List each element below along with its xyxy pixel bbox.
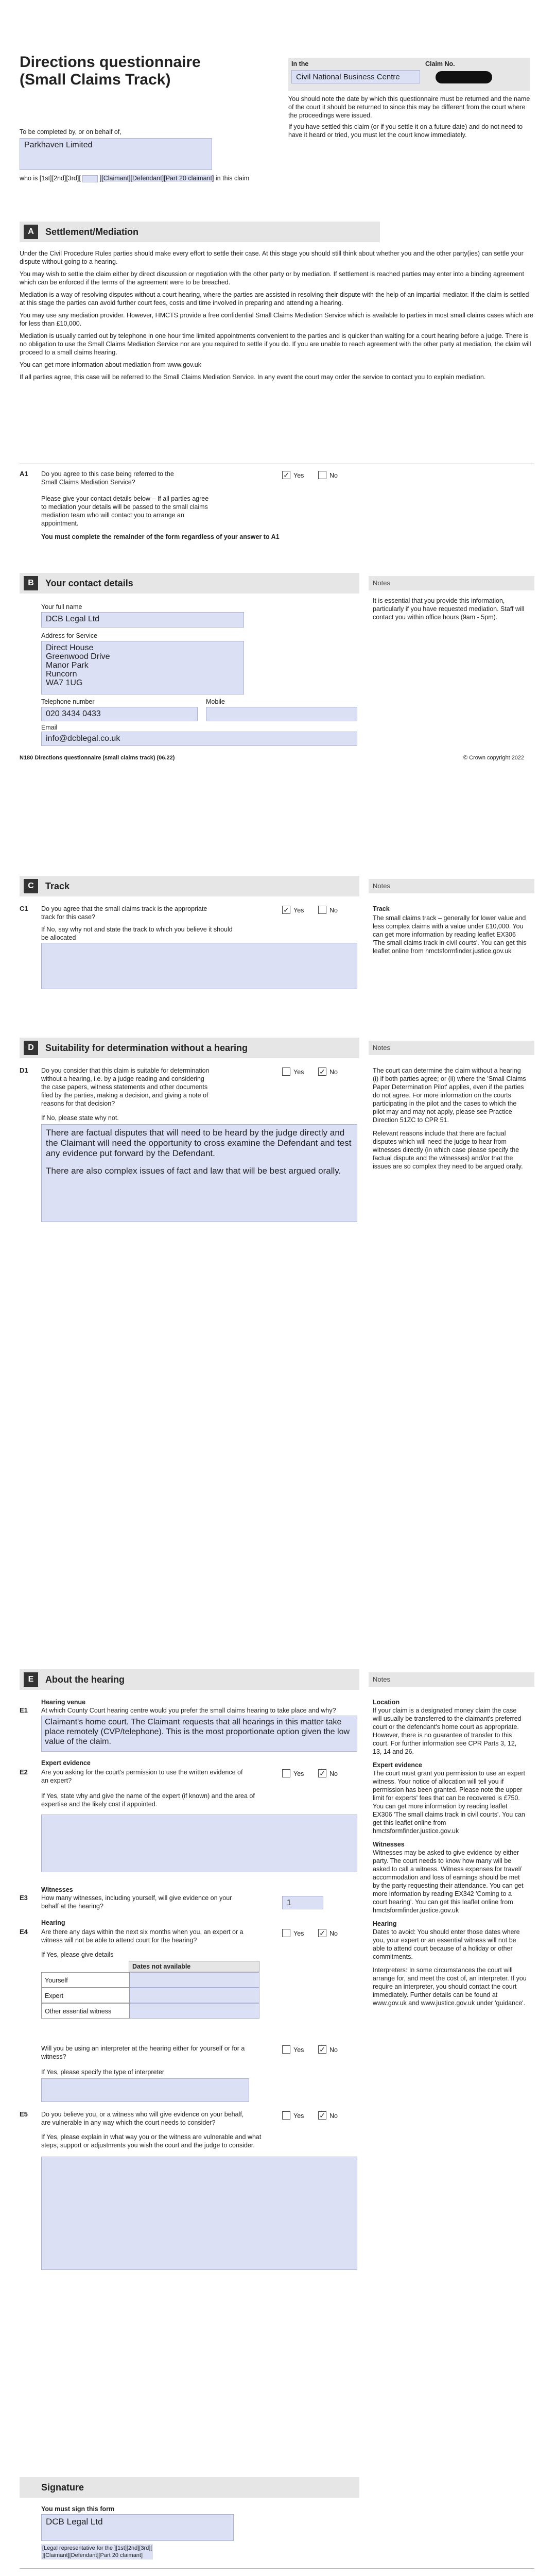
e5-followup: If Yes, please explain in what way you or the witness are vulnerable and what steps, support or adjustments you wish the court and the judge to consider.	[41, 2133, 262, 2149]
notes-header: Notes	[369, 879, 534, 893]
signature-header	[20, 2477, 359, 2498]
section-b-title: Your contact details	[45, 578, 133, 588]
interpreter-no-label: No	[329, 2046, 338, 2054]
question-e3-text: How many witnesses, including yourself, will give evidence on your behalf at the hearing?	[41, 1894, 232, 1910]
full-name-field[interactable]: DCB Legal Ltd	[41, 612, 244, 628]
a1-note: Please give your contact details below – If all parties agree to mediation your details will be passed to the small claims mediation team who will contact you to arrange an appointment.	[41, 495, 209, 527]
question-e2-number: E2	[20, 1768, 28, 1776]
claim-no-label: Claim No.	[425, 60, 455, 67]
deadline-note: You should note the date by which this questionnaire must be returned and the name of the court it should be returned to since this may be different from the court where the proceedings were issued. If you have settled this claim (or if you settle it on a future date) and do not need to have it heard or tried, you must let the court know immediately.	[288, 95, 530, 139]
hearing-venue-label: Hearing venue	[41, 1699, 86, 1706]
hearing-label: Hearing	[41, 1919, 65, 1926]
interpreter-question: Will you be using an interpreter at the hearing either for yourself or for a witness?	[41, 2045, 245, 2060]
a1-no-label: No	[329, 472, 338, 479]
dates-row-label: Expert	[41, 1988, 130, 2003]
dates-witness-field[interactable]	[130, 2003, 259, 2019]
question-d1-number: D1	[20, 1066, 28, 1074]
a1-yes-checkbox[interactable]: ✓	[282, 471, 290, 479]
email-label: Email	[41, 724, 58, 731]
notes-header: Notes	[369, 576, 534, 590]
dates-row-label: Yourself	[41, 1972, 130, 1988]
e2-followup: If Yes, state why and give the name of the expert (if known) and the area of expertise and the likely cost if appointed.	[41, 1792, 255, 1808]
interpreter-yes-checkbox[interactable]	[282, 2045, 290, 2054]
c1-no-checkbox[interactable]	[318, 906, 326, 914]
question-c1-text: Do you agree that the small claims track is the appropriate track for this case?	[41, 905, 207, 921]
must-sign-label: You must sign this form	[41, 2505, 115, 2513]
section-d-header	[20, 1038, 359, 1058]
e4-no-checkbox[interactable]: ✓	[318, 1929, 326, 1937]
dates-table	[41, 1961, 259, 2019]
e4-no-label: No	[329, 1930, 338, 1937]
section-c-number: C	[24, 879, 38, 893]
track-note-title: Track	[373, 905, 390, 912]
question-e4-text: Are there any days within the next six months when you, an expert or a witness will not be able to attend court for the hearing?	[41, 1928, 244, 1944]
court-box	[288, 58, 530, 91]
section-a-header	[20, 222, 380, 242]
signature-field[interactable]: DCB Legal Ltd	[41, 2514, 234, 2541]
e2-no-checkbox[interactable]: ✓	[318, 1769, 326, 1777]
form-reference: N180 Directions questionnaire (small claims track) (06.22)	[20, 755, 175, 761]
section-a-number: A	[24, 225, 38, 239]
claim-number-redacted	[436, 71, 492, 83]
interpreter-no-checkbox[interactable]: ✓	[318, 2045, 326, 2054]
c1-no-label: No	[329, 907, 338, 914]
address-label: Address for Service	[41, 632, 98, 639]
completed-by-label: To be completed by, or on behalf of,	[20, 128, 121, 135]
question-e4-number: E4	[20, 1928, 28, 1936]
court-name-field[interactable]: Civil National Business Centre	[291, 70, 420, 83]
question-e1-text: At which County Court hearing centre would you prefer the small claims hearing to take place and why?	[41, 1707, 336, 1714]
e4-followup: If Yes, please give details	[41, 1951, 114, 1958]
telephone-label: Telephone number	[41, 698, 95, 705]
c1-followup: If No, say why not and state the track to which you believe it should be allocated	[41, 926, 233, 941]
divider	[20, 2568, 534, 2569]
c1-answer-field[interactable]	[41, 943, 357, 989]
section-e-title: About the hearing	[45, 1674, 125, 1685]
section-e-header	[20, 1669, 359, 1690]
question-e2-text: Are you asking for the court's permission to use the written evidence of an expert?	[41, 1769, 243, 1784]
determination-note: The court can determine the claim without a hearing (i) if both parties agree; or (ii) where the 'Small Claims Paper Determination Pilot' applies, even if the parties do not agree. For more information on the courts participating in the pilot and the cases to which the pilot may and may not apply, please see Practice Direction 51ZC to CPR 51. Relevant reasons include that there are factual disputes which will need the judge to hear from witnesses directly (in which case please specify the factual dispute and the witnesses) and/or that the issues are so complex they need to be argued orally.	[373, 1067, 526, 1170]
question-e1-number: E1	[20, 1706, 28, 1714]
dates-yourself-field[interactable]	[130, 1972, 259, 1988]
mobile-field[interactable]	[206, 707, 357, 721]
section-d-number: D	[24, 1041, 38, 1055]
question-d1-text: Do you consider that this claim is suitable for determination without a hearing, i.e. by a judge reading and considering the case papers, witness statements and other documents filed by the parties, making a decision, and giving a note of reasons for that decision?	[41, 1067, 210, 1107]
e2-yes-checkbox[interactable]	[282, 1769, 290, 1777]
track-note: The small claims track – generally for lower value and less complex claims with a value under £10,000. You can get more information by reading leaflet EX306 'The small claims track in civil courts'. You can get this leaflet online from hmctsformfinder.justice.gov.uk	[373, 914, 527, 955]
full-name-label: Your full name	[41, 603, 82, 611]
section-c-title: Track	[45, 881, 70, 891]
copyright: © Crown copyright 2022	[463, 755, 525, 761]
e2-answer-field[interactable]	[41, 1815, 357, 1872]
section-e-number: E	[24, 1672, 38, 1687]
e5-answer-field[interactable]	[41, 2157, 357, 2270]
section-d-title: Suitability for determination without a hearing	[45, 1043, 248, 1053]
telephone-field[interactable]: 020 3434 0433	[41, 707, 198, 721]
interpreter-followup: If Yes, please specify the type of interpreter	[41, 2069, 165, 2076]
e4-yes-checkbox[interactable]	[282, 1929, 290, 1937]
notes-header: Notes	[369, 1041, 534, 1055]
representative-line: [Legal representative for the ][1st][2nd][3rd][ ][Claimant][Defendant][Part 20 claimant]	[42, 2545, 152, 2558]
question-a1-text: Do you agree to this case being referred to the Small Claims Mediation Service?	[41, 470, 174, 486]
a1-no-checkbox[interactable]	[318, 471, 326, 479]
page-break	[0, 765, 556, 826]
question-e5-number: E5	[20, 2110, 28, 2118]
mobile-label: Mobile	[206, 698, 225, 705]
d1-followup: If No, please state why not.	[41, 1114, 119, 1122]
page-1	[0, 0, 556, 747]
d1-answer-field[interactable]: There are factual disputes that will need to be heard by the judge directly and the Claimant will need the opportunity to cross examine the Defendant and test any evidence put forward by the Defendant. There are also complex issues of fact and law that will be best argued orally.	[41, 1124, 357, 1222]
e2-no-label: No	[329, 1770, 338, 1777]
e5-no-checkbox[interactable]: ✓	[318, 2111, 326, 2120]
notes-header: Notes	[369, 1672, 534, 1687]
e1-answer-field[interactable]: Claimant's home court. The Claimant requests that all hearings in this matter take place remotely (CVP/telephone). This is the most proportionate option given the low value of the claim.	[41, 1716, 357, 1752]
section-b-header	[20, 573, 359, 594]
c1-yes-checkbox[interactable]: ✓	[282, 906, 290, 914]
section-c-header	[20, 876, 359, 896]
interpreter-field[interactable]	[41, 2078, 249, 2102]
d1-no-label: No	[329, 1069, 338, 1076]
e5-yes-label: Yes	[293, 2112, 304, 2120]
address-field[interactable]: Direct House Greenwood Drive Manor Park Runcorn WA7 1UG	[41, 641, 244, 694]
dates-column-header: Dates not available	[129, 1961, 259, 1972]
section-a-title: Settlement/Mediation	[45, 227, 139, 237]
party-name-field[interactable]: Parkhaven Limited	[20, 138, 212, 170]
page-title: Directions questionnaire (Small Claims Track)	[20, 54, 201, 88]
question-a1-number: A1	[20, 470, 28, 478]
email-field[interactable]: info@dcblegal.co.uk	[41, 732, 357, 746]
e5-yes-checkbox[interactable]	[282, 2111, 290, 2120]
e4-yes-label: Yes	[293, 1930, 304, 1937]
expert-evidence-label: Expert evidence	[41, 1759, 91, 1767]
must-complete-note: You must complete the remainder of the form regardless of your answer to A1	[41, 533, 280, 540]
who-is-line: who is [1st][2nd][3rd][ ][Claimant][Defendant][Part 20 claimant] in this claim	[20, 175, 250, 182]
a1-yes-label: Yes	[293, 472, 304, 479]
interpreter-yes-label: Yes	[293, 2046, 304, 2054]
mediation-info: Under the Civil Procedure Rules parties should make every effort to settle their case. At this stage you should still think about whether you and the other party(ies) can settle your dispute without going to a hearing. You may wish to settle the claim either by direct discussion or negotiation with the other party or by mediation. If settlement is reached parties may enter into a binding agreement which can be enforced if the terms of the agreement were to be breached. Mediation is a way of resolving disputes without a court hearing, where the parties are assisted in resolving their dispute with the help of an impartial mediator. If the claim is settled at this stage the parties can avoid further court fees, costs and time involved in preparing and attending a hearing. You may use any mediation provider. However, HMCTS provide a free confidential Small Claims Mediation Service which is available to parties in most small claims cases which are for less than £10,000. Mediation is usually carried out by telephone in one hour time limited appointments convenient to the parties and is quicker than waiting for a court hearing before a judge. There is no obligation to use the Small Claims Mediation Service nor are you required to settle if you do. If you are unable to reach agreement with the other party at mediation, the claim will proceed to a small claims hearing. You can get more information about mediation from www.gov.uk If all parties agree, this case will be referred to the Small Claims Mediation Service. In any event the court may order the service to contact you to explain mediation.	[20, 250, 533, 381]
signature-title: Signature	[41, 2482, 84, 2493]
question-c1-number: C1	[20, 905, 28, 912]
hearing-notes: Location If your claim is a designated money claim the case will usually be transferred to the claimant's preferred court or the defendant's home court as appropriate. However, there is no guarantee of transfer to this court. For further information see CPR Parts 3, 12, 13, 14 and 26. Expert evidence The court must grant you permission to use an expert witness. Your notice of allocation will tell you if permission has been granted. Please note the upper limit for experts' fees that can be recovered is £750. You can get more information by reading leaflet EX306 'The small claims track in civil courts'. You can get this leaflet online from hmctsformfinder.justice.gov.uk Witnesses Witnesses may be asked to give evidence by either party. The court needs to know how many will be asked to call a witness. Witness expenses for travel/ accommodation and loss of earnings should be met by the party requesting their attendance. You can get more information by reading EX342 'Coming to a court hearing'. You can get this leaflet online from hmctsformfinder.justice.gov.uk Hearing Dates to avoid: You should enter those dates where you, your expert or an essential witness will not be able to attend court because of a holiday or other commitments. Interpreters: In some circumstances the court will arrange for, and meet the cost of, an interpreter. If you require an interpreter, you should contact the court immediately. Further details can be found at www.gov.uk and www.justice.gov.uk under 'guidance'.	[373, 1699, 527, 2007]
e5-no-label: No	[329, 2112, 338, 2120]
d1-yes-checkbox[interactable]	[282, 1067, 290, 1076]
contact-note: It is essential that you provide this information, particularly if you have requested mediation. Staff will contact you within office hours (9am - 5pm).	[373, 597, 525, 621]
dates-row-label: Other essential witness	[41, 2003, 130, 2019]
section-b-number: B	[24, 576, 38, 590]
d1-no-checkbox[interactable]: ✓	[318, 1067, 326, 1076]
dates-expert-field[interactable]	[130, 1988, 259, 2003]
d1-yes-label: Yes	[293, 1069, 304, 1076]
c1-yes-label: Yes	[293, 907, 304, 914]
question-e3-number: E3	[20, 1894, 28, 1902]
in-the-label: In the	[291, 60, 309, 67]
e2-yes-label: Yes	[293, 1770, 304, 1777]
witnesses-label: Witnesses	[41, 1886, 73, 1893]
question-e5-text: Do you believe you, or a witness who will give evidence on your behalf, are vulnerable in any way which the court needs to consider?	[41, 2111, 244, 2126]
e3-answer-field[interactable]: 1	[282, 1896, 323, 1909]
party-number-field[interactable]	[82, 175, 98, 182]
